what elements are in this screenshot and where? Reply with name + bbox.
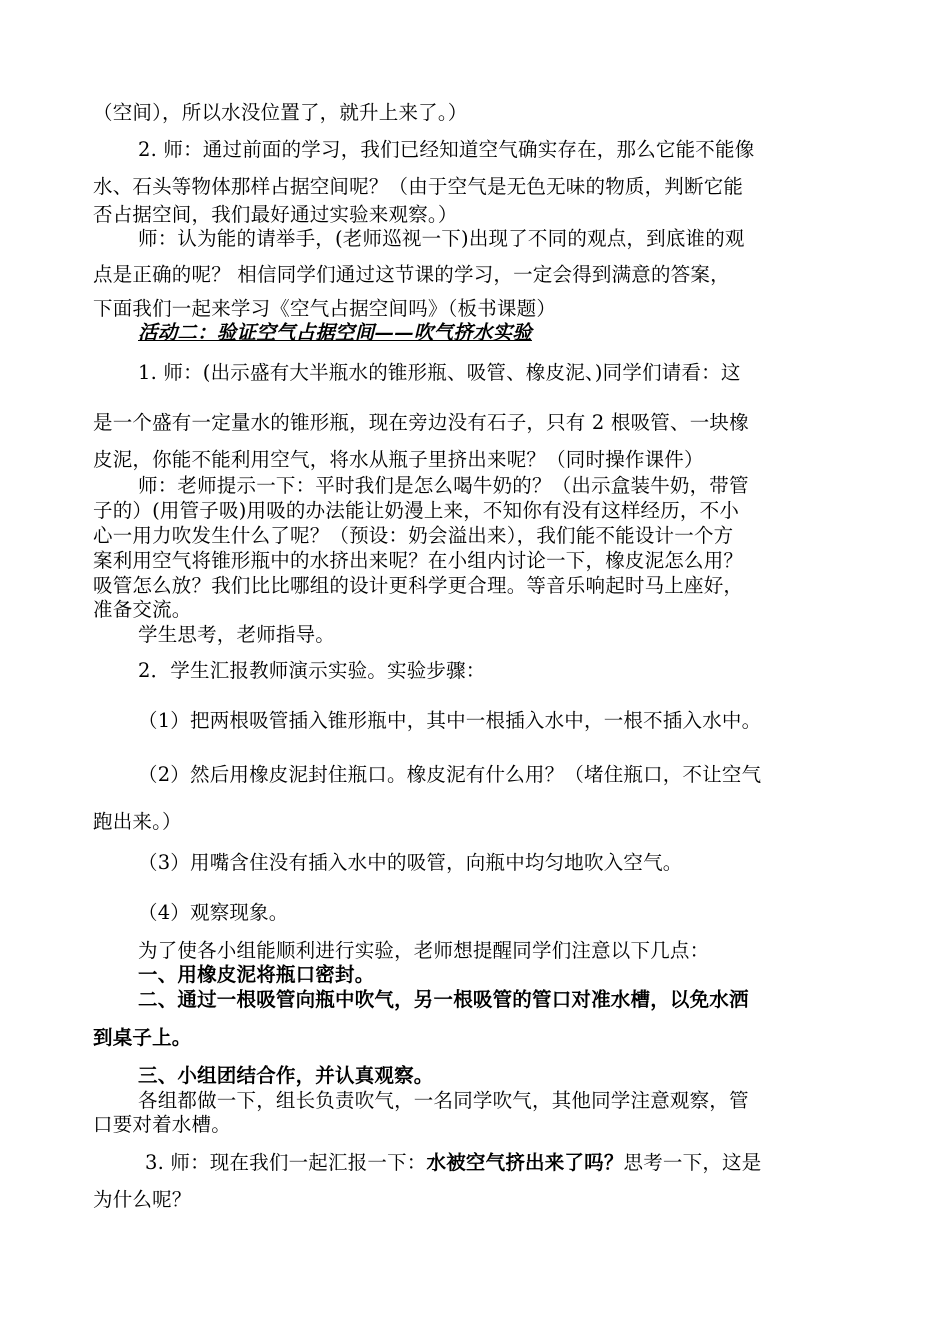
paragraph-line: 为什么呢？: [93, 1188, 192, 1211]
experiment-step: （2）然后用橡皮泥封住瓶口。橡皮泥有什么用？（堵住瓶口，不让空气: [138, 763, 762, 786]
paragraph-line: 学生思考，老师指导。: [138, 623, 336, 646]
paragraph-line: 口要对着水槽。: [93, 1113, 231, 1136]
paragraph-line: [145, 1151, 915, 1175]
paragraph-line: 1. 师：(出示盛有大半瓶水的锥形瓶、吸管、橡皮泥、)同学们请看：这: [138, 361, 741, 384]
experiment-step: （3）用嘴含住没有插入水中的吸管，向瓶中均匀地吹入空气。: [138, 851, 683, 874]
paragraph-line: 为了使各小组能顺利进行实验，老师想提醒同学们注意以下几点：: [138, 939, 710, 962]
activity-heading: 活动二：验证空气占据空间——吹气挤水实验: [138, 321, 533, 344]
paragraph-line: 准备交流。: [93, 598, 192, 621]
question-bold: 水被空气挤出来了吗？: [426, 1151, 624, 1174]
paragraph-line: 点是正确的呢？ 相信同学们通过这节课的学习，一定会得到满意的答案，: [93, 263, 730, 286]
reminder-point: 到桌子上。: [93, 1026, 192, 1049]
paragraph-line: 跑出来。）: [93, 810, 182, 833]
paragraph-line: 案利用空气将锥形瓶中的水挤出来呢？在小组内讨论一下，橡皮泥怎么用？: [93, 549, 744, 572]
paragraph-line: 下面我们一起来学习《空气占据空间吗》（板书课题）: [93, 297, 557, 320]
paragraph-line: 皮泥，你能不能利用空气，将水从瓶子里挤出来呢？（同时操作课件）: [93, 448, 704, 471]
experiment-step: （1）把两根吸管插入锥形瓶中，其中一根插入水中，一根不插入水中。: [138, 709, 762, 732]
question-lead: 3. 师：现在我们一起汇报一下：: [145, 1151, 427, 1174]
reminder-point: 一、用橡皮泥将瓶口密封。: [138, 963, 375, 986]
experiment-step: （4）观察现象。: [138, 901, 289, 924]
question-tail: 思考一下，这是: [623, 1151, 762, 1174]
paragraph-line: 子的）(用管子吸)用吸的办法能让奶漫上来，不知你有没有这样经历，不小: [93, 499, 740, 522]
paragraph-line: 师：认为能的请举手，(老师巡视一下)出现了不同的观点，到底谁的观: [138, 227, 745, 250]
paragraph-line: 否占据空间，我们最好通过实验来观察。）: [93, 203, 458, 226]
reminder-point: 二、通过一根吸管向瓶中吹气，另一根吸管的管口对准水槽，以免水洒: [138, 988, 749, 1011]
paragraph-line: （空间），所以水没位置了，就升上来了。）: [93, 101, 468, 124]
paragraph-line: 水、石头等物体那样占据空间呢？（由于空气是无色无味的物质，判断它能: [93, 175, 744, 198]
paragraph-line: 2．学生汇报教师演示实验。实验步骤：: [138, 659, 486, 682]
paragraph-line: 师：老师提示一下：平时我们是怎么喝牛奶的？（出示盒装牛奶，带管: [138, 474, 749, 497]
paragraph-line: 吸管怎么放？我们比比哪组的设计更科学更合理。等音乐响起时马上座好，: [93, 574, 744, 597]
paragraph-line: 是一个盛有一定量水的锥形瓶，现在旁边没有石子，只有 2 根吸管、一块橡: [93, 411, 749, 434]
paragraph-line: 心一用力吹发生什么了呢？（预设：奶会溢出来），我们能不能设计一个方: [93, 524, 734, 547]
reminder-point: 三、小组团结合作，并认真观察。: [138, 1064, 434, 1087]
paragraph-line: 2. 师：通过前面的学习，我们已经知道空气确实存在，那么它能不能像: [138, 138, 755, 161]
paragraph-line: 各组都做一下，组长负责吹气，一名同学吹气，其他同学注意观察，管: [138, 1089, 749, 1112]
